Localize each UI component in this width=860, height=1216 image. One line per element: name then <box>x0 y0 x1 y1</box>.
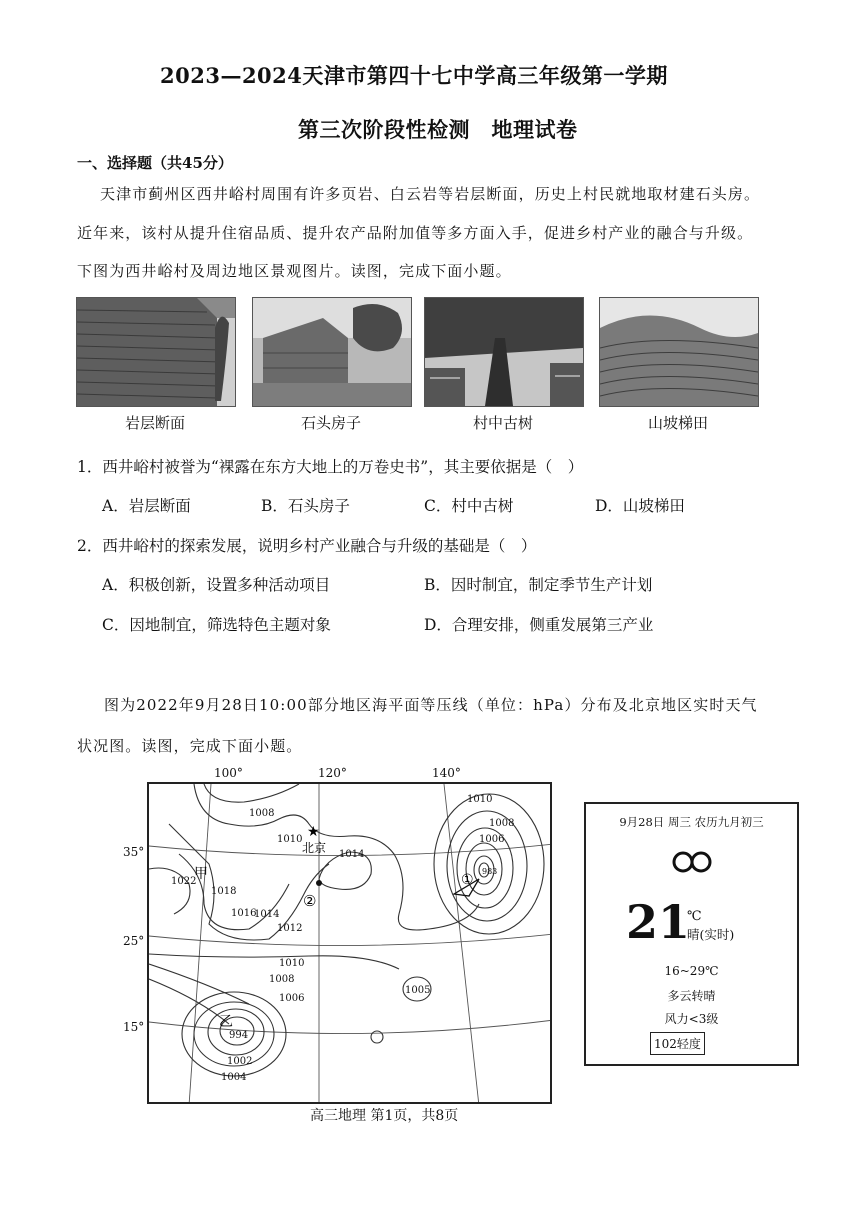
q1-option-b[interactable]: B．石头房子 <box>261 497 350 515</box>
place-yi-label: 乙 <box>219 1014 233 1030</box>
star-icon: ★ <box>307 824 320 840</box>
q2-option-c[interactable]: C．因地制宜，筛选特色主题对象 <box>102 616 331 634</box>
q1-option-c[interactable]: C．村中古树 <box>424 497 514 515</box>
isobar-label: 1012 <box>277 923 303 934</box>
marker-1: ① <box>461 872 474 888</box>
photo-stone-house <box>252 297 412 407</box>
marker-2: ② <box>303 892 317 910</box>
question-2-stem: 2．西井峪村的探索发展，说明乡村产业融合与升级的基础是（ ） <box>77 537 537 555</box>
intro-line-2: 近年来，该村从提升住宿品质、提升农产品附加值等多方面入手，促进乡村产业的融合与升级。 <box>77 224 754 242</box>
isobar-label: 1018 <box>211 886 237 897</box>
lon-label-100: 100° <box>214 766 243 780</box>
question-1-stem: 1．西井峪村被誉为“裸露在东方大地上的万卷史书”，其主要依据是（ ） <box>77 458 584 476</box>
section2-intro-line-2: 状况图。读图，完成下面小题。 <box>77 737 303 755</box>
isobar-label: 1014 <box>254 909 280 920</box>
lon-label-140: 140° <box>432 766 461 780</box>
isobar-label: 1002 <box>227 1056 253 1067</box>
wind-level: 风力<3级 <box>664 1012 719 1026</box>
lon-label-120: 120° <box>318 766 347 780</box>
isobar-label: 1010 <box>279 958 305 969</box>
q1-option-a[interactable]: A．岩层断面 <box>102 497 191 515</box>
isobar-label: 1006 <box>479 834 505 845</box>
photo-rock-section <box>76 297 236 407</box>
isobar-label: 1010 <box>467 794 493 805</box>
lat-label-25: 25° <box>123 934 145 948</box>
place-jia-label: 甲 <box>194 866 208 882</box>
isobar-label: 1010 <box>277 834 303 845</box>
q2-option-d[interactable]: D．合理安排，侧重发展第三产业 <box>424 616 654 634</box>
isobar-label: 1008 <box>269 974 295 985</box>
weather-condition: 多云转晴 <box>667 989 716 1003</box>
cloudy-weather-icon <box>586 850 797 878</box>
isobar-label: 1016 <box>231 908 257 919</box>
isobar-label: 1004 <box>221 1072 247 1083</box>
temperature-unit: ℃ <box>687 909 702 924</box>
isobar-label: 1008 <box>489 818 515 829</box>
isobar-label: 994 <box>229 1030 249 1041</box>
caption-ancient-tree: 村中古树 <box>472 414 533 432</box>
isobar-label: 1006 <box>279 993 305 1004</box>
graticule <box>149 784 552 1104</box>
beijing-label: 北京 <box>302 841 327 855</box>
photo-ancient-tree <box>424 297 584 407</box>
intro-line-1: 天津市蓟州区西井峪村周围有许多页岩、白云岩等岩层断面，历史上村民就地取材建石头房。 <box>100 185 761 203</box>
place-markers <box>194 824 479 1030</box>
page-footer: 高三地理 第1页，共8页 <box>310 1108 459 1124</box>
lat-label-15: 15° <box>123 1020 145 1034</box>
isobar-label: 983 <box>482 867 498 876</box>
q1-option-d[interactable]: D．山坡梯田 <box>595 497 685 515</box>
isobar-label: 1022 <box>171 876 197 887</box>
current-temperature: 21 <box>626 895 691 949</box>
section2-intro-line-1: 图为2022年9月28日10:00部分地区海平面等压线（单位：hPa）分布及北京地区实时天气 <box>104 696 758 714</box>
page-title-line1: 2023—2024天津市第四十七中学高三年级第一学期 <box>160 63 668 88</box>
weather-card <box>584 802 799 1066</box>
q2-option-a[interactable]: A．积极创新，设置多种活动项目 <box>102 576 331 594</box>
air-quality-badge: 102轻度 <box>650 1032 705 1055</box>
realtime-label: 晴(实时) <box>687 927 735 942</box>
caption-rock-section: 岩层断面 <box>124 414 185 432</box>
caption-terraces: 山坡梯田 <box>647 414 708 432</box>
q2-option-b[interactable]: B．因时制宜，制定季节生产计划 <box>424 576 653 594</box>
page-title-line2: 第三次阶段性检测 地理试卷 <box>298 117 578 142</box>
section-heading: 一、选择题（共45分） <box>77 154 233 172</box>
photo-terraces <box>599 297 759 407</box>
caption-stone-house: 石头房子 <box>300 414 361 432</box>
isobar-map <box>147 782 552 1104</box>
isobar-label: 1014 <box>339 849 365 860</box>
isobar-label: 1005 <box>405 985 431 996</box>
weather-date-line: 9月28日 周三 农历九月初三 <box>619 815 764 829</box>
lat-label-35: 35° <box>123 845 145 859</box>
point-2-dot <box>316 880 322 886</box>
temperature-range: 16~29℃ <box>664 964 719 978</box>
isobar-label: 1008 <box>249 808 275 819</box>
intro-line-3: 下图为西井峪村及周边地区景观图片。读图，完成下面小题。 <box>77 262 512 280</box>
